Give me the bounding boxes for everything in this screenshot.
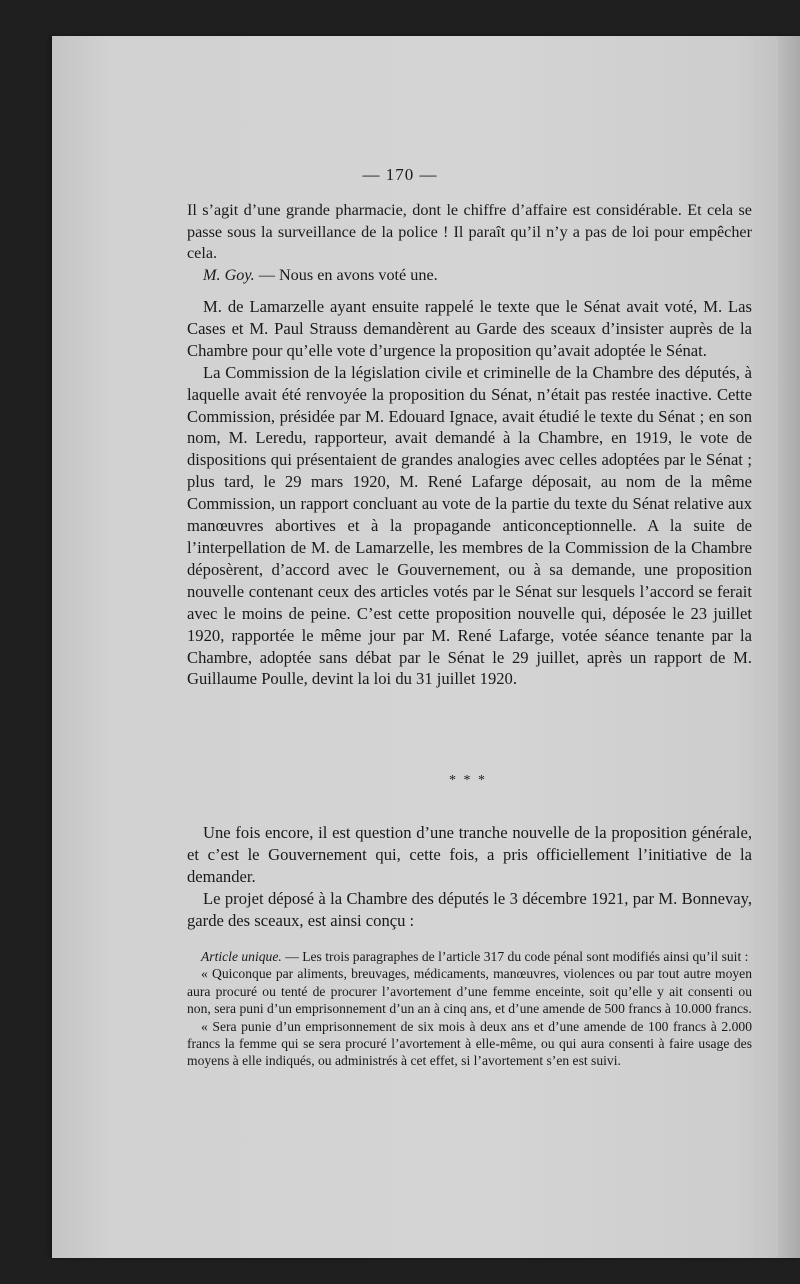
article-intro-text: — Les trois paragraphes de l’article 317 du code pénal sont modifiés ainsi qu’il suit : (281, 949, 749, 964)
separator-stars: * * * (449, 773, 487, 788)
intro-block (187, 200, 752, 286)
page-number: — 170 — (362, 165, 438, 184)
article-quote (187, 948, 752, 1070)
article-paragraph-1: « Quiconque par aliments, breuvages, médicaments, manœuvres, violences ou par tout autre moyen aura procuré ou tenté de procurer l’avortement d’une femme enceinte, soit qu’elle y ait consenti ou non, sera puni d’un emprisonnement d’un an à cinq ans, et d’une amende de 500 francs à 10.000 francs. (187, 966, 752, 1017)
article-label: Article unique. (201, 949, 282, 964)
speaker-name: M. Goy. (203, 265, 255, 284)
article-intro (187, 948, 752, 965)
body-section-2 (187, 822, 752, 932)
body-section-1 (187, 296, 752, 690)
intro-speech (187, 265, 752, 287)
intro-text: Il s’agit d’une grande pharmacie, dont le chiffre d’affaire est considérable. Et cela se passe sous la surveillance de la police ! Il paraît qu’il n’y a pas de loi pour empêcher cela. (187, 201, 752, 263)
paragraph-gouvernement: Une fois encore, il est question d’une tranche nouvelle de la proposition générale, et c’est le Gouvernement qui, cette fois, a pris officiellement l’initiative de la demander. (187, 823, 752, 886)
paragraph-lamarzelle: M. de Lamarzelle ayant ensuite rappelé le texte que le Sénat avait voté, M. Las Cases et M. Paul Strauss demandèrent au Garde des sceaux d’insister auprès de la Chambre pour qu’elle vote d’urgence la proposition qu’avait adoptée le Sénat. (187, 297, 752, 360)
page-edge (778, 36, 800, 1258)
section-separator (448, 773, 488, 788)
paragraph-projet: Le projet déposé à la Chambre des députés le 3 décembre 1921, par M. Bonnevay, garde des sceaux, est ainsi conçu : (187, 888, 752, 930)
speech-text: — Nous en avons voté une. (254, 265, 438, 284)
paragraph-commission: La Commission de la législation civile et criminelle de la Chambre des députés, à laquelle avait été renvoyée la proposition du Sénat, n’était pas restée inactive. Cette Commission, présidée par M. Edouard Ignace, avait étudié le texte du Sénat ; en son nom, M. Leredu, rapporteur, avait demandé à la Chambre, en 1919, le vote de dispositions qui présentaient de grandes analogies avec celles adoptées par le Sénat ; plus tard, le 29 mars 1920, M. René Lafarge déposait, au nom de la même Commission, un rapport concluant au vote de la partie du texte du Sénat relative aux manœuvres abortives et à la propagande anticonceptionnelle. A la suite de l’interpellation de M. de Lamarzelle, les membres de la Commission de la Chambre déposèrent, d’accord avec le Gouvernement, ou à sa demande, une proposition nouvelle contenant ceux des articles votés par le Sénat sur lesquels l’accord se ferait avec le moins de peine. C’est cette proposition nouvelle qui, déposée le 23 juillet 1920, rapportée le même jour par M. René Lafarge, votée séance tenante par la Chambre, adoptée sans débat par le Sénat le 29 juillet, après un rapport de M. Guillaume Poulle, devint la loi du 31 juillet 1920. (187, 362, 752, 689)
article-paragraph-2: « Sera punie d’un emprisonnement de six mois à deux ans et d’une amende de 100 francs à 2.000 francs la femme qui se sera procuré l’avortement à elle-même, ou qui aura consenti à faire usage des moyens à elle indiqués, ou administrés à cet effet, si l’avortement s’en est suivi. (187, 1018, 752, 1069)
